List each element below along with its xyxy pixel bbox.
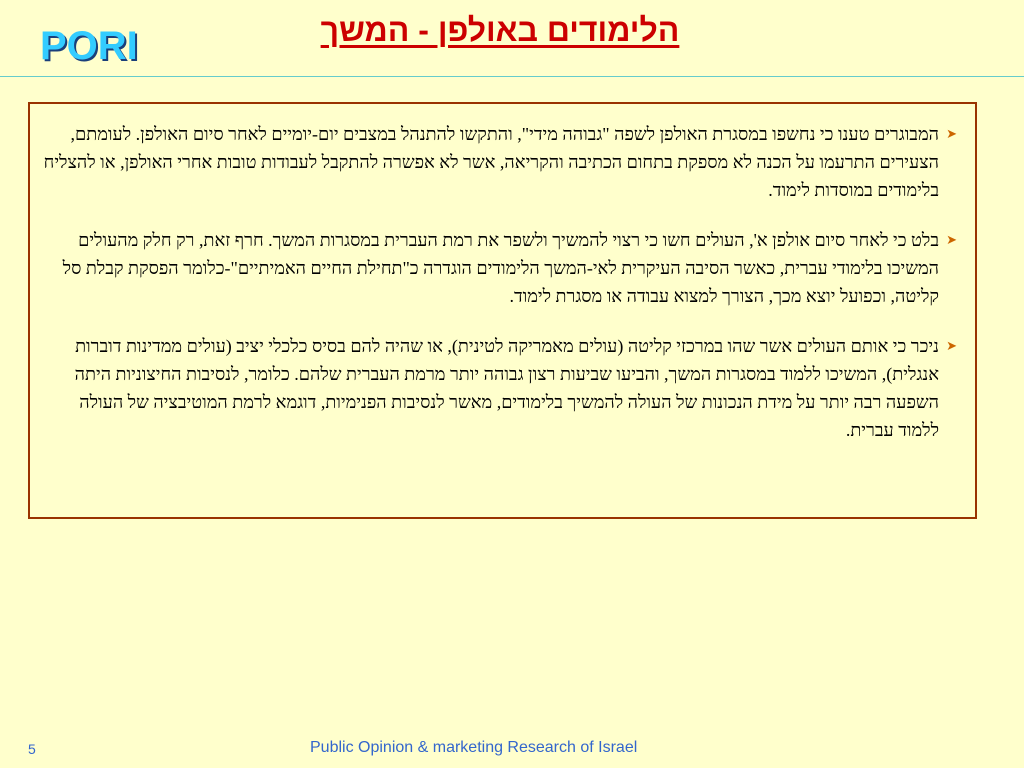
bullet-text: ניכר כי אותם העולים אשר שהו במרכזי קליטה (עולים מאמריקה לטינית), או שהיה להם בסיס כלכלי יציב (עולים ממדינות דוברות אנגלית), המשיכו ללמוד במסגרות המשך, והביעו שביעות רצון גבוהה יותר מרמת העברית שלהם. כלומר, לנסיבות החיצוניות היתה השפעה רבה יותר על מידת הנכונות של העולה להמשיך בלימודים, מאשר לנסיבות הפנימיות, דוגמא לרמת המוטיבציה של העולה ללמוד עברית. <box>74 336 939 440</box>
slide-title: הלימודים באולפן - המשך <box>320 12 680 48</box>
page-number: 5 <box>28 741 36 757</box>
chevron-right-arrow-icon: ➤ <box>946 232 957 247</box>
pori-logo: PORI <box>40 24 138 68</box>
bullet-item <box>37 332 957 444</box>
bullet-item <box>37 120 957 204</box>
header-divider <box>0 76 1024 77</box>
chevron-right-arrow-icon: ➤ <box>946 126 957 141</box>
chevron-right-arrow-icon: ➤ <box>946 338 957 353</box>
bullet-item <box>37 226 957 310</box>
bullet-text: בלט כי לאחר סיום אולפן א', העולים חשו כי רצוי להמשיך ולשפר את רמת העברית במסגרות המשך. חרף זאת, רק חלק מהעולים המשיכו בלימודי עברית, כאשר הסיבה העיקרית לאי-המשך הלימודים הוגדרה כ"תחילת החיים האמיתיים"-כלומר הפסקת קבלת סל קליטה, וכפועל יוצא מכך, הצורך למצוא עבודה או מסגרת לימוד. <box>62 230 939 306</box>
bullet-list <box>37 120 957 466</box>
content-box <box>28 102 977 519</box>
footer-text: Public Opinion & marketing Research of Israel <box>310 739 638 756</box>
bullet-text: המבוגרים טענו כי נחשפו במסגרת האולפן לשפה "גבוהה מידי", והתקשו להתנהל במצבים יום-יומיים לאחר סיום האולפן. לעומתם, הצעירים התרעמו על הכנה לא מספקת בתחום הכתיבה והקריאה, אשר לא אפשרה להתקבל לעבודות טובות אחרי האולפן, או להצליח בלימודים במוסדות לימוד. <box>43 124 939 200</box>
